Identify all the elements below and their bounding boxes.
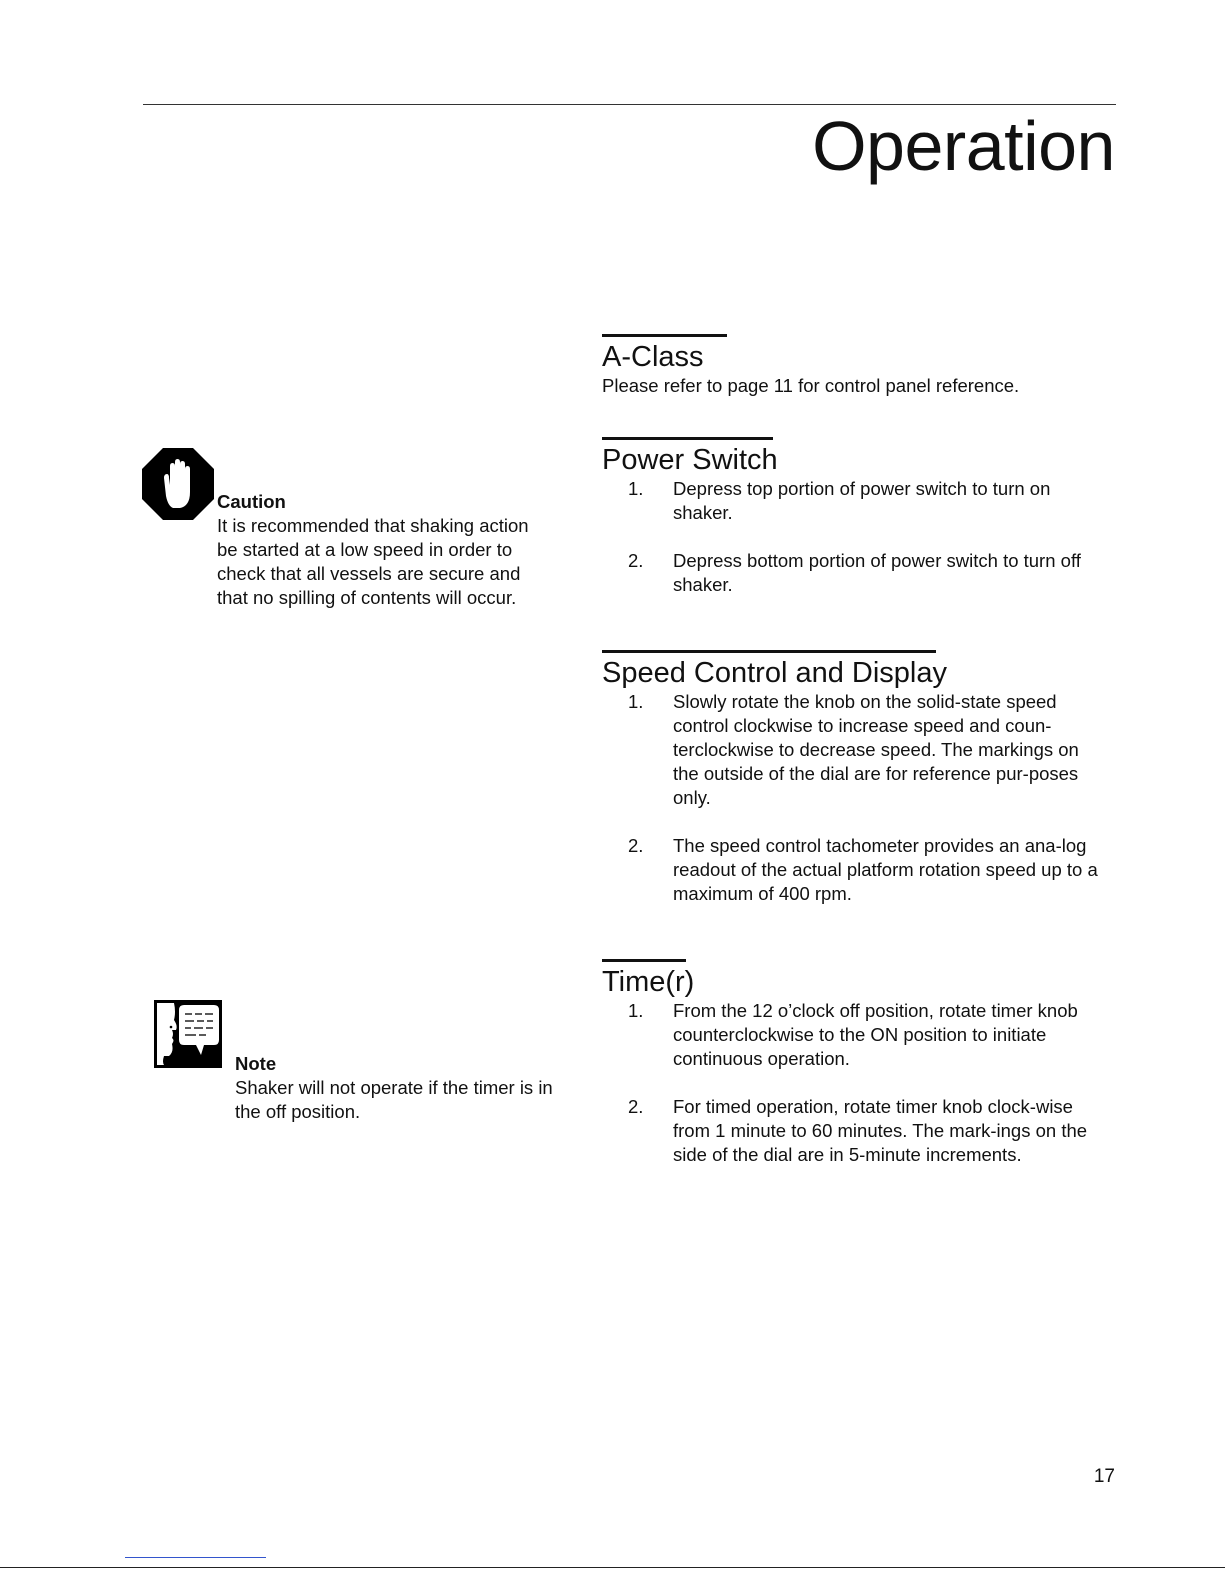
- step-number: 2.: [628, 835, 644, 856]
- step-list: [602, 477, 1107, 597]
- step-number: 2.: [628, 550, 644, 571]
- stop-hand-icon: [142, 448, 214, 525]
- section-timer: [602, 959, 1107, 1191]
- list-item: [602, 690, 1107, 810]
- step-number: 1.: [628, 1000, 644, 1021]
- section-title: A-Class: [602, 341, 704, 373]
- section-title: Time(r): [602, 966, 695, 998]
- step-text: Depress bottom portion of power switch to turn off shaker.: [673, 550, 1081, 595]
- section-speed-control: [602, 650, 1107, 930]
- step-list: [602, 999, 1107, 1167]
- section-title: Speed Control and Display: [602, 657, 947, 689]
- section-power-switch: [602, 437, 1107, 621]
- step-text: The speed control tachometer provides an ana-log readout of the actual platform rotation speed up to a maximum of 400 rpm.: [673, 835, 1098, 904]
- section-rule: [602, 437, 773, 440]
- step-text: For timed operation, rotate timer knob clock-wise from 1 minute to 60 minutes. The mark-ings on the side of the dial are in 5-minute increments.: [673, 1096, 1088, 1165]
- footer-rule: [0, 1567, 1225, 1568]
- section-text: Please refer to page 11 for control panel reference.: [602, 375, 1020, 396]
- section-rule: [602, 334, 727, 337]
- section-rule: [602, 650, 936, 653]
- step-text: Depress top portion of power switch to turn on shaker.: [673, 478, 1051, 523]
- list-item: [602, 1095, 1107, 1167]
- step-number: 1.: [628, 478, 644, 499]
- speaking-head-icon: [154, 1000, 222, 1073]
- step-number: 2.: [628, 1096, 644, 1117]
- list-item: [602, 834, 1107, 906]
- note-callout: [235, 1052, 555, 1124]
- caution-label: Caution: [217, 491, 286, 512]
- caution-text: It is recommended that shaking action be started at a low speed in order to check that all vessels are secure and that no spilling of contents will occur.: [217, 515, 529, 608]
- section-rule: [602, 959, 686, 962]
- note-text: Shaker will not operate if the timer is in the off position.: [235, 1077, 553, 1122]
- list-item: [602, 549, 1107, 597]
- page-number: 17: [1093, 1466, 1115, 1487]
- step-number: 1.: [628, 691, 644, 712]
- caution-callout: [217, 490, 547, 610]
- list-item: [602, 477, 1107, 525]
- note-label: Note: [235, 1053, 277, 1074]
- step-list: [602, 690, 1107, 906]
- page-title: Operation: [812, 107, 1115, 185]
- section-title: Power Switch: [602, 444, 778, 476]
- step-text: Slowly rotate the knob on the solid-state speed control clockwise to increase speed and coun-terclockwise to decrease speed. The markings on the outside of the dial are for reference pur-poses only.: [673, 691, 1079, 808]
- section-a-class: [602, 334, 1107, 398]
- footer-link-underline: [125, 1557, 266, 1558]
- list-item: [602, 999, 1107, 1071]
- step-text: From the 12 o’clock off position, rotate timer knob counterclockwise to the ON position to initiate continuous operation.: [673, 1000, 1078, 1069]
